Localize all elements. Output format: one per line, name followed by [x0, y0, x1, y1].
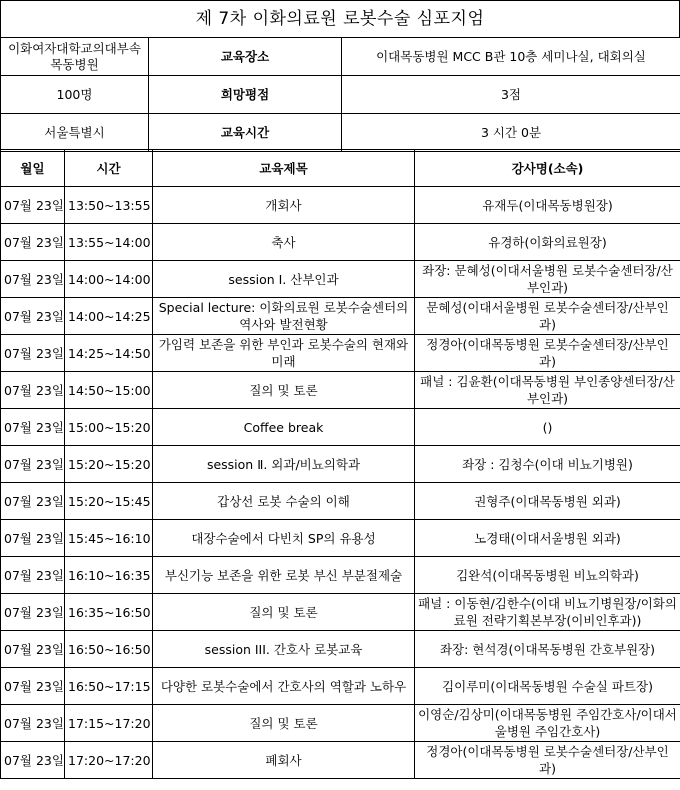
row-speaker: 좌장: 문혜성(이대서울병원 로봇수술센터장/산부인과): [415, 261, 680, 298]
info-table: [0, 37, 680, 152]
table-row: [1, 409, 680, 446]
schedule-header-row: [1, 150, 680, 187]
row-date: 07월 23일: [1, 298, 65, 335]
row-date: 07월 23일: [1, 668, 65, 705]
table-row: [1, 335, 680, 372]
row-date: 07월 23일: [1, 335, 65, 372]
row-speaker: 정경아(이대목동병원 로봇수술센터장/산부인과): [415, 335, 680, 372]
row-time: 14:00~14:00: [65, 261, 153, 298]
table-row: [1, 187, 680, 224]
host-cell: 이화여자대학교의대부속목동병원: [1, 38, 149, 76]
row-time: 15:00~15:20: [65, 409, 153, 446]
duration-value: 3 시간 0분: [342, 114, 680, 152]
row-topic: Special lecture: 이화의료원 로봇수술센터의 역사와 발전현황: [153, 298, 415, 335]
row-time: 15:20~15:20: [65, 446, 153, 483]
row-time: 16:50~17:15: [65, 668, 153, 705]
table-row: [1, 742, 680, 779]
row-date: 07월 23일: [1, 520, 65, 557]
row-date: 07월 23일: [1, 742, 65, 779]
header-time: 시간: [65, 150, 153, 187]
row-time: 13:55~14:00: [65, 224, 153, 261]
row-time: 13:50~13:55: [65, 187, 153, 224]
row-date: 07월 23일: [1, 594, 65, 631]
row-date: 07월 23일: [1, 446, 65, 483]
row-topic: session III. 간호사 로봇교육: [153, 631, 415, 668]
row-topic: 축사: [153, 224, 415, 261]
info-row-duration: [1, 114, 680, 152]
row-topic: 가임력 보존을 위한 부인과 로봇수술의 현재와 미래: [153, 335, 415, 372]
table-row: [1, 520, 680, 557]
row-topic: 개회사: [153, 187, 415, 224]
row-time: 14:50~15:00: [65, 372, 153, 409]
row-date: 07월 23일: [1, 631, 65, 668]
table-row: [1, 557, 680, 594]
row-time: 14:25~14:50: [65, 335, 153, 372]
row-date: 07월 23일: [1, 705, 65, 742]
schedule-body: [1, 187, 680, 779]
row-speaker: 문혜성(이대서울병원 로봇수술센터장/산부인과): [415, 298, 680, 335]
row-topic: 질의 및 토론: [153, 594, 415, 631]
row-time: 17:20~17:20: [65, 742, 153, 779]
place-label: 교육장소: [149, 38, 342, 76]
info-row-place: [1, 38, 680, 76]
row-topic: 대장수술에서 다빈치 SP의 유용성: [153, 520, 415, 557]
row-topic: 폐회사: [153, 742, 415, 779]
row-speaker: 이영순/김상미(이대목동병원 주임간호사/이대서울병원 주임간호사): [415, 705, 680, 742]
row-speaker: 유경하(이화의료원장): [415, 224, 680, 261]
row-speaker: 정경아(이대목동병원 로봇수술센터장/산부인과): [415, 742, 680, 779]
info-row-score: [1, 76, 680, 114]
row-topic: 질의 및 토론: [153, 372, 415, 409]
row-topic: session Ⅰ. 산부인과: [153, 261, 415, 298]
table-row: [1, 372, 680, 409]
row-date: 07월 23일: [1, 187, 65, 224]
row-speaker: 패널 : 김윤환(이대목동병원 부인종양센터장/산부인과): [415, 372, 680, 409]
row-time: 16:35~16:50: [65, 594, 153, 631]
row-date: 07월 23일: [1, 557, 65, 594]
title-table: [0, 0, 680, 38]
header-topic: 교육제목: [153, 150, 415, 187]
row-topic: 부신기능 보존을 위한 로봇 부신 부분절제술: [153, 557, 415, 594]
row-topic: 갑상선 로봇 수술의 이해: [153, 483, 415, 520]
row-date: 07월 23일: [1, 372, 65, 409]
row-time: 14:00~14:25: [65, 298, 153, 335]
row-date: 07월 23일: [1, 224, 65, 261]
row-time: 16:10~16:35: [65, 557, 153, 594]
row-date: 07월 23일: [1, 409, 65, 446]
table-row: [1, 631, 680, 668]
table-row: [1, 668, 680, 705]
row-time: 16:50~16:50: [65, 631, 153, 668]
row-speaker: 노경태(이대서울병원 외과): [415, 520, 680, 557]
header-month: 월일: [1, 150, 65, 187]
score-value: 3점: [342, 76, 680, 114]
row-speaker: 김완석(이대목동병원 비뇨의학과): [415, 557, 680, 594]
table-row: [1, 705, 680, 742]
table-row: [1, 224, 680, 261]
score-label: 희망평점: [149, 76, 342, 114]
table-row: [1, 446, 680, 483]
row-speaker: 김이루미(이대목동병원 수술실 파트장): [415, 668, 680, 705]
duration-label: 교육시간: [149, 114, 342, 152]
row-time: 15:45~16:10: [65, 520, 153, 557]
row-topic: 다양한 로봇수술에서 간호사의 역할과 노하우: [153, 668, 415, 705]
table-row: [1, 483, 680, 520]
schedule-table: [0, 149, 680, 779]
row-topic: session Ⅱ. 외과/비뇨의학과: [153, 446, 415, 483]
row-topic: 질의 및 토론: [153, 705, 415, 742]
table-row: [1, 261, 680, 298]
row-speaker: 권형주(이대목동병원 외과): [415, 483, 680, 520]
row-time: 15:20~15:45: [65, 483, 153, 520]
table-row: [1, 594, 680, 631]
capacity-cell: 100명: [1, 76, 149, 114]
row-date: 07월 23일: [1, 261, 65, 298]
row-topic: Coffee break: [153, 409, 415, 446]
region-cell: 서울특별시: [1, 114, 149, 152]
place-value: 이대목동병원 MCC B관 10층 세미나실, 대회의실: [342, 38, 680, 76]
row-speaker: 유재두(이대목동병원장): [415, 187, 680, 224]
row-date: 07월 23일: [1, 483, 65, 520]
header-speaker: 강사명(소속): [415, 150, 680, 187]
row-time: 17:15~17:20: [65, 705, 153, 742]
row-speaker: (): [415, 409, 680, 446]
table-row: [1, 298, 680, 335]
row-speaker: 좌장: 현석경(이대목동병원 간호부원장): [415, 631, 680, 668]
row-speaker: 패널 : 이동현/김한수(이대 비뇨기병원장/이화의료원 전략기획본부장(이비인후과)): [415, 594, 680, 631]
row-speaker: 좌장 : 김청수(이대 비뇨기병원): [415, 446, 680, 483]
document-title: 제 7차 이화의료원 로봇수술 심포지엄: [1, 1, 680, 38]
